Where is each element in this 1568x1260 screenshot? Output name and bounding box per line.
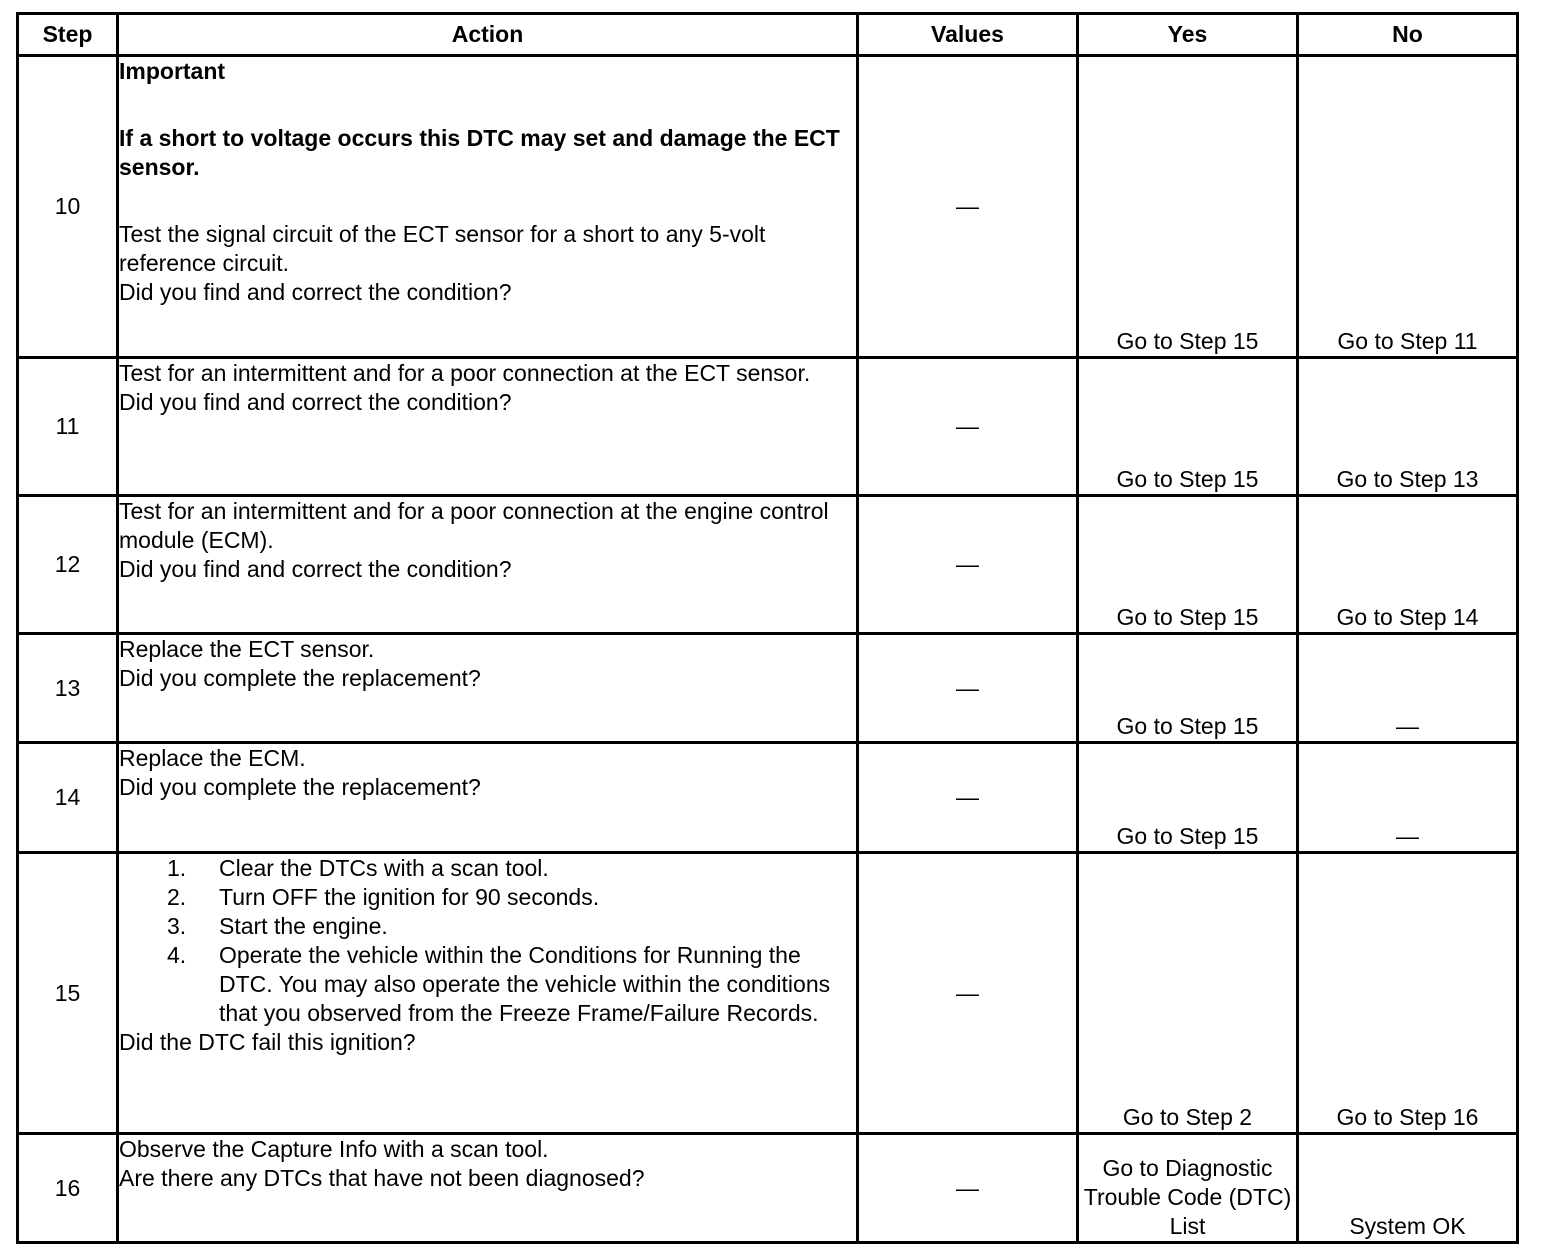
substep-list [119, 854, 856, 1028]
yes-cell: Go to Step 15 [1078, 358, 1298, 496]
substep-number: 3. [167, 913, 187, 939]
header-yes: Yes [1078, 14, 1298, 56]
action-instruction: Replace the ECT sensor. [119, 636, 375, 662]
no-cell: — [1298, 634, 1518, 743]
action-question: Are there any DTCs that have not been diagnosed? [119, 1165, 645, 1191]
values-cell: — [858, 634, 1078, 743]
no-cell: — [1298, 743, 1518, 853]
action-cell [118, 634, 858, 743]
action-question: Did you find and correct the condition? [119, 389, 512, 415]
header-action: Action [118, 14, 858, 56]
action-question: Did you find and correct the condition? [119, 556, 512, 582]
yes-cell: Go to Diagnostic Trouble Code (DTC) List [1078, 1134, 1298, 1243]
yes-cell: Go to Step 15 [1078, 743, 1298, 853]
action-instruction: Observe the Capture Info with a scan tool. [119, 1136, 549, 1162]
substep-number: 1. [167, 855, 187, 881]
list-item [167, 912, 856, 941]
action-question: Did you complete the replacement? [119, 774, 481, 800]
action-question: Did the DTC fail this ignition? [119, 1029, 416, 1055]
step-number: 14 [18, 743, 118, 853]
yes-cell: Go to Step 15 [1078, 56, 1298, 358]
step-number: 11 [18, 358, 118, 496]
header-row [18, 14, 1518, 56]
table-row [18, 743, 1518, 853]
step-number: 16 [18, 1134, 118, 1243]
action-cell [118, 853, 858, 1134]
table-row [18, 496, 1518, 634]
list-item [167, 883, 856, 912]
header-no: No [1298, 14, 1518, 56]
values-cell: — [858, 1134, 1078, 1243]
substep-text: Turn OFF the ignition for 90 seconds. [219, 884, 600, 910]
important-text: If a short to voltage occurs this DTC may set and damage the ECT sensor. [119, 125, 840, 180]
table-row [18, 634, 1518, 743]
yes-cell: Go to Step 2 [1078, 853, 1298, 1134]
values-cell: — [858, 358, 1078, 496]
action-cell [118, 743, 858, 853]
step-number: 13 [18, 634, 118, 743]
no-cell: System OK [1298, 1134, 1518, 1243]
table-row [18, 1134, 1518, 1243]
step-number: 10 [18, 56, 118, 358]
action-instruction: Test the signal circuit of the ECT sensor for a short to any 5-volt reference circuit. [119, 221, 766, 276]
action-cell [118, 358, 858, 496]
substep-number: 4. [167, 942, 187, 968]
action-instruction: Test for an intermittent and for a poor connection at the engine control module (ECM). [119, 498, 829, 553]
no-cell: Go to Step 11 [1298, 56, 1518, 358]
no-cell: Go to Step 16 [1298, 853, 1518, 1134]
action-cell [118, 1134, 858, 1243]
header-values: Values [858, 14, 1078, 56]
step-number: 12 [18, 496, 118, 634]
action-question: Did you find and correct the condition? [119, 279, 512, 305]
substep-text: Operate the vehicle within the Conditions for Running the DTC. You may also operate the vehicle within the conditions that you observed from the Freeze Frame/Failure Records. [219, 942, 831, 1026]
action-cell [118, 56, 858, 358]
action-question: Did you complete the replacement? [119, 665, 481, 691]
diagnostic-table [16, 12, 1519, 1244]
no-cell: Go to Step 13 [1298, 358, 1518, 496]
substep-text: Start the engine. [219, 913, 388, 939]
table-row [18, 56, 1518, 358]
values-cell: — [858, 56, 1078, 358]
action-instruction: Replace the ECM. [119, 745, 306, 771]
substep-text: Clear the DTCs with a scan tool. [219, 855, 549, 881]
list-item [167, 854, 856, 883]
important-title: Important [119, 58, 226, 84]
table-row [18, 358, 1518, 496]
action-cell [118, 496, 858, 634]
values-cell: — [858, 853, 1078, 1134]
substep-number: 2. [167, 884, 187, 910]
action-instruction: Test for an intermittent and for a poor connection at the ECT sensor. [119, 360, 811, 386]
yes-cell: Go to Step 15 [1078, 496, 1298, 634]
yes-cell: Go to Step 15 [1078, 634, 1298, 743]
table-row [18, 853, 1518, 1134]
values-cell: — [858, 743, 1078, 853]
list-item [167, 941, 856, 1028]
no-cell: Go to Step 14 [1298, 496, 1518, 634]
header-step: Step [18, 14, 118, 56]
step-number: 15 [18, 853, 118, 1134]
values-cell: — [858, 496, 1078, 634]
